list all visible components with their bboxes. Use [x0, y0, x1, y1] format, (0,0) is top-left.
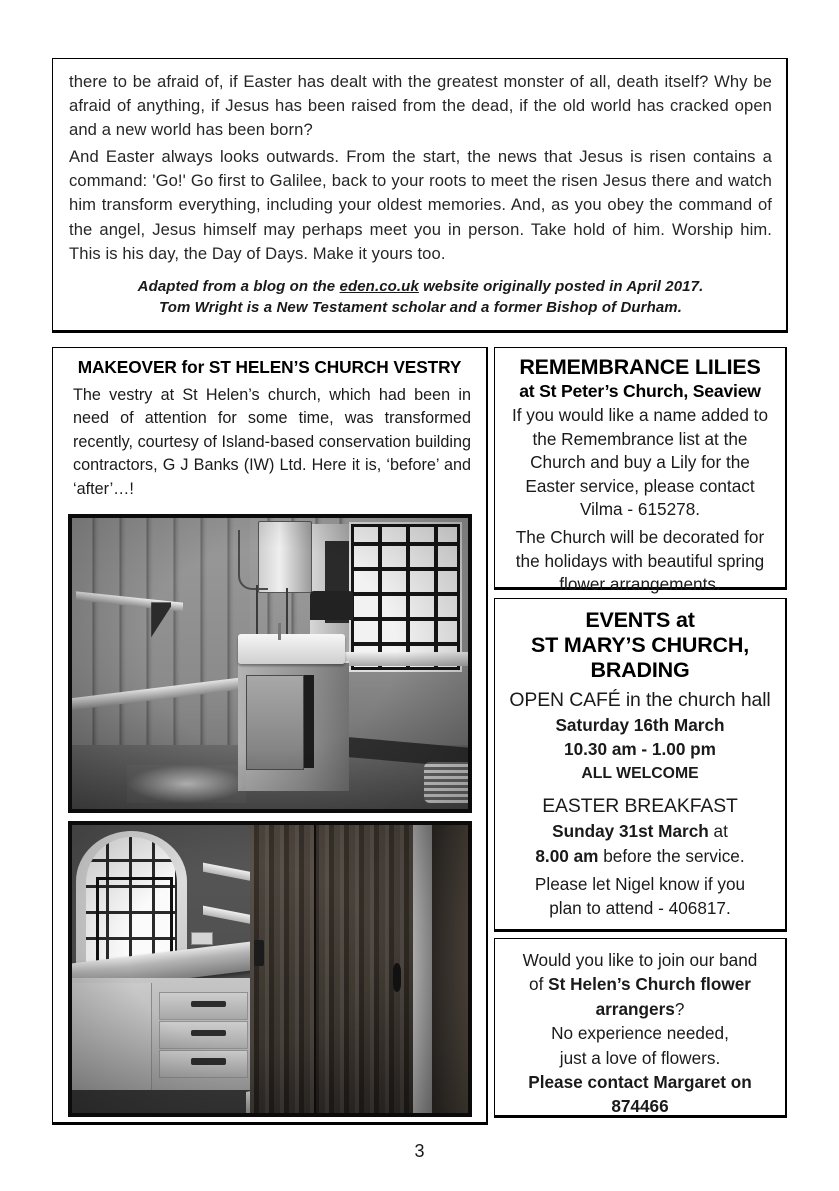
events-title-line-1: EVENTS at — [585, 608, 695, 632]
article-credit — [69, 276, 772, 318]
lilies-paragraph-1: If you would like a name added to the Remembrance list at the Church and buy a Lily for the Easter service, please contact Vilma - 615278. — [511, 405, 769, 520]
events-spacer — [503, 786, 777, 793]
photo-vignette-after — [72, 825, 468, 1113]
breakfast-time-bold: 8.00 am — [535, 845, 599, 866]
flowers-line-3-bold: arrangers — [595, 998, 675, 1019]
remembrance-lilies-box — [494, 347, 787, 595]
events-title-line-2: ST MARY’S CHURCH, — [531, 633, 749, 657]
breakfast-date-bold: Sunday 31st March — [552, 821, 709, 842]
makeover-title: MAKEOVER for ST HELEN’S CHURCH VESTRY — [77, 357, 462, 377]
flowers-phone-number: 874466 — [611, 1096, 669, 1117]
easter-breakfast-date — [503, 819, 777, 843]
photo-vignette — [72, 518, 468, 809]
makeover-article-box — [52, 347, 488, 1125]
credit-line2: Tom Wright is a New Testament scholar and a former Bishop of Durham. — [159, 298, 682, 316]
breakfast-time-tail: before the service. — [598, 845, 745, 866]
open-cafe-welcome: ALL WELCOME — [581, 764, 699, 782]
flowers-line-2 — [503, 972, 777, 996]
photo-before-vestry — [68, 514, 472, 813]
flowers-line-2-lead: of — [529, 974, 549, 995]
flowers-line-6: Please contact Margaret on — [528, 1072, 752, 1093]
article-paragraph-1: there to be afraid of, if Easter has dealt with the greatest monster of all, death itself? Why be afraid of anything, if Jesus has been raised from the dead, if the old world has cracked open and a new world has been born? — [69, 72, 772, 140]
credit-line1-after: website originally posted in April 2017. — [418, 277, 704, 295]
lilies-paragraph-2: The Church will be decorated for the holidays with beautiful spring flower arrangements. — [515, 526, 765, 595]
makeover-body-text: The vestry at St Helen’s church, which had been in need of attention for some time, was transformed recently, courtesy of Island-based conservation building contractors, G J Banks (IW) Ltd. Here it is, ‘before’ and ‘after’…! — [73, 386, 471, 498]
open-cafe-heading: OPEN CAFÉ in the church hall — [509, 689, 771, 711]
flowers-line-1: Would you like to join our band — [522, 950, 758, 970]
breakfast-note-line-2: plan to attend - 406817. — [549, 898, 731, 919]
flowers-line-5: just a love of flowers. — [559, 1047, 721, 1068]
events-title-line-3: BRADING — [590, 658, 690, 682]
easter-breakfast-heading: EASTER BREAKFAST — [542, 795, 738, 818]
page-number: 3 — [414, 1141, 425, 1161]
breakfast-note-line-1: Please let Nigel know if you — [534, 874, 746, 895]
open-cafe-time: 10.30 am - 1.00 pm — [564, 739, 716, 760]
article-text-box — [52, 58, 788, 333]
flowers-line-3 — [503, 997, 777, 1021]
easter-breakfast-time — [503, 844, 777, 868]
flowers-line-3-tail: ? — [674, 998, 685, 1019]
lilies-title: REMEMBRANCE LILIES — [519, 355, 761, 379]
lilies-subtitle: at St Peter’s Church, Seaview — [519, 381, 761, 401]
eden-website-link[interactable]: eden.co.uk — [339, 277, 419, 295]
breakfast-date-tail: at — [708, 821, 728, 842]
open-cafe-date: Saturday 16th March — [555, 715, 725, 735]
credit-line1-before: Adapted from a blog on the — [137, 277, 340, 295]
flowers-line-2-bold: St Helen’s Church flower — [548, 974, 751, 995]
flower-arrangers-box — [494, 938, 787, 1118]
article-paragraph-2: And Easter always looks outwards. From the start, the news that Jesus is risen contains a command: 'Go!' Go first to Galilee, back to your roots to meet the risen Jesus there and watch him transform everything, including your oldest memories. And, as you obey the command of the angel, Jesus himself may perhaps meet you in person. Take hold of him. Worship him. This is his day, the Day of Days. Make it yours too. — [69, 147, 772, 263]
events-box — [494, 598, 787, 932]
flowers-line-4: No experience needed, — [551, 1023, 729, 1044]
photo-after-vestry — [68, 821, 472, 1117]
